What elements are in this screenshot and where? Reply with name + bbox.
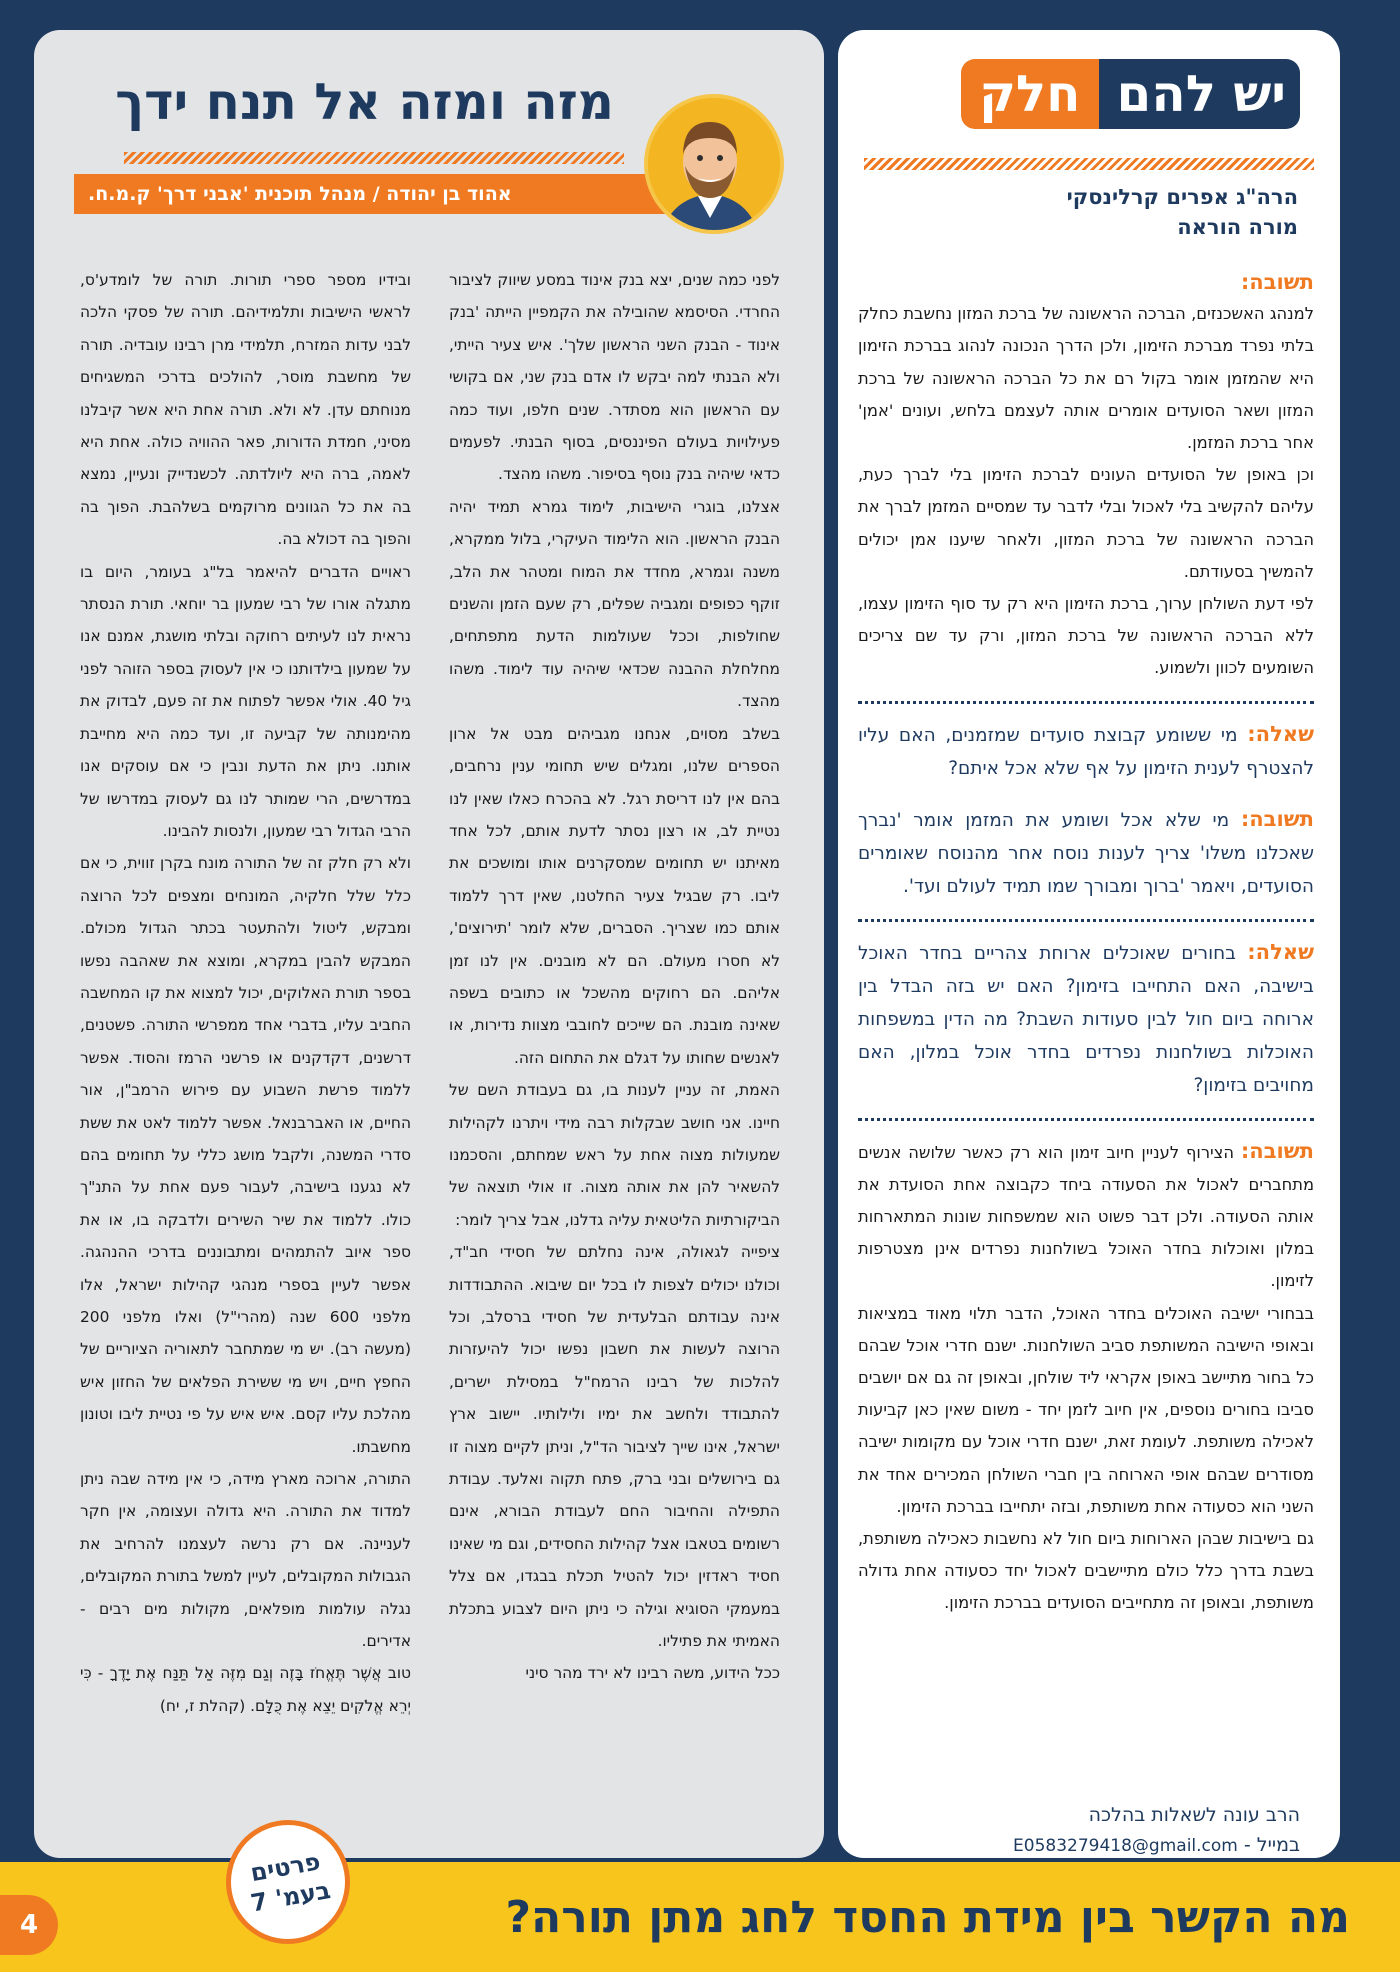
dotted-separator [858,919,1314,922]
article-paragraph: ולא רק חלק זה של התורה מונח בקרן זווית, כי אם כלל שלל חלקיה, המונחים ומצפים לכל הרוצה ומבקש, ליטול ולהתעטר בכתר הגדול מכולם. המבקש להבין במקרא, ומוצא את שאהבה נפשו בספר תורת האלוקים, יכול למצוא את קו המחשבה החביב עליו, בדברי אחד ממפרשי התורה. פשטנים, דרשנים, דקדקנים או פרשני הרמז והסוד. אפשר ללמוד פרשת השבוע עם פירוש הרמב"ן, אור החיים, או האברבנאל. אפשר ללמוד לאט את ששת סדרי המשנה, ולקבל מושג כללי על תחומים בהם לא נגענו בישיבה, לעבור פעם אחת על התנ"ך כולו. ללמוד את שיר השירים ולדבקה בו, או את ספר איוב להתמהים ומתבוננים בדרכי ההנהגה. אפשר לעיין בספרי מנהגי קהילות ישראל, אלו מלפני 600 שנה (מהרי"ל) ואלו מלפני 200 (מעשה רב). יש מי שמתחבר לתאוריה הציוריים של החפץ חיים, ויש מי ששירת הפלאים של החזון איש מהלכת עליו קסם. איש איש על פי נטיית ליבו וטונון מחשבתו. [80,854,411,1456]
answer-paragraph: בבחורי ישיבה האוכלים בחדר האוכל, הדבר תלוי מאוד במציאות ובאופי הישיבה המשותפת סביב השולחנות. ישנם חדרי אוכל שבהם כל בחור מתיישב באופן אקראי ליד שולחן, ובאופן זה גם אם יושבים סביבו בחורים נוספים, אין חיוב לזמן יחד - משום שאין כאן קביעות לאכילה משותפת. לעומת זאת, ישנם חדרי אוכל עם מקומות ישיבה מסודרים שבהם אופי הארוחה בין חברי השולחן המכירים אחד את השני הוא כסעודה אחת משותפת, ובזה יתחייבו בברכת הזימון. [858,1303,1314,1516]
article-paragraph: ובידיו מספר ספרי תורות. תורה של לומדע'ס, לראשי הישיבות ותלמידיהם. תורה של פסקי הלכה לבני עדות המזרח, תלמידי מרן רבינו עובדיה. תורה של מחשבת מוסר, להולכים בדרכי המשגיחים מנוחתם עדן. לא ולא. תורה אחת היא אשר קיבלנו מסיני, חמדת הדורות, פאר ההוויה כולה. אחת היא לאמה, ברה היא ליולדתה. לכשנדייק ונעיין, נמצא בה את כל הגוונים מרוקמים בשלהבת. הפוך בה והפוך בה דכולא בה. [80,271,411,549]
question-3 [858,936,1314,1102]
author-name: הרה"ג אפרים קרלינסקי [1066,185,1298,209]
bottom-banner [0,1862,1400,1972]
article-paragraph: האמת, זה עניין לענות בו, גם בעבודת השם של חיינו. אני חושב שבקלות רבה מידי ויתרנו לקהילות שמעולות מצוה אחת על ראש שמחתם, והסכמנו להשאיר להן את אותה מצוה. זו אולי תוצאה של הביקורתיות הליטאית עליה גדלנו, אבל צריך לומר: [449,1081,780,1229]
article-title: מזה ומזה אל תנח ידך [115,73,614,131]
qa-author [868,182,1298,242]
question-label: שאלה: [1247,939,1314,964]
logo-part-dark: יש להם [1099,59,1300,129]
answer-3 [858,1135,1314,1298]
article-quote-kohelet: טוב אֲשֶׁר תֶּאֱחֹז בָּזֶה וְגַם מִזֶּה אַל תַּנַּח אֶת יָדֶךָ - כִּי יְרֵא אֱלֹקִים יֵצֵא אֶת כֻּלָּם. (קהלת ז, יח) [80,1664,411,1715]
badge-line-1: פרטים [248,1847,323,1888]
article-column-2 [80,264,411,1844]
logo-stripes-decoration [864,158,1314,170]
byline-text: אהוד בן יהודה / מנהל תוכנית 'אבני דרך' ק.מ.ח. [88,183,512,205]
answer-2 [858,803,1314,903]
title-stripes-decoration [124,152,624,164]
article-paragraph: ראויים הדברים להיאמר בל"ג בעומר, היום בו מתגלה אורו של רבי שמעון בר יוחאי. תורת הנסתר נראית לנו לעיתים רחוקה ובלתי מושגת, אמנם אנו על שמעון בילדותנו כי אין לעסוק בספר הזוהר לפני גיל 40. אולי אפשר לפתוח את זה פעם, לבדוק את מהימנותה של קביעה זו, ועד כמה היא מחייבת אותנו. ניתן את הדעת ונבין כי אם עוסקים אנו במדרשים, הרי שמותר לנו גם לעסוק במדרשו של הרבי הגדול רבי שמעון, ולנסות להבינו. [80,562,411,840]
article-paragraph: לפני כמה שנים, יצא בנק אינוד במסע שיווק לציבור החרדי. הסיסמא שהובילה את הקמפיין הייתה 'בנק אינוד - הבנק השני הראשון שלך'. איש צעיר הייתי, ולא הבנתי למה יבקש לו אדם בנק שני, אם בקושי עם הראשון הוא מסתדר. שנים חלפו, ועוד כמה פעילויות בעולם הפיננסים, בסוף הבנתי. לפעמים כדאי שיהיה בנק נוסף בסיפור. משהו מהצד. [449,271,780,484]
article-panel [34,30,824,1858]
banner-question: מה הקשר בין מידת החסד לחג מתן תורה? [505,1892,1350,1943]
page-number: 4 [0,1895,58,1955]
question-label: שאלה: [1247,721,1314,746]
author-avatar [644,94,784,234]
article-columns [80,264,780,1844]
author-title: מורה הוראה [1177,215,1298,239]
badge-line-2: בעמ' 7 [248,1876,333,1918]
logo-part-orange: חלק [961,59,1098,129]
contact-email-link[interactable]: E0583279418@gmail.com [1013,1836,1238,1856]
qa-panel [838,30,1340,1858]
answer-paragraph: למנהג האשכנזים, הברכה הראשונה של ברכת המזון נחשבת כחלק בלתי נפרד מברכת הזימון, ולכן הדרך הנכונה לנהוג בברכת הזימון היא שהמזמן אומר בקול רם את כל הברכה הראשונה של ברכת המזון ושאר הסועדים אומרים אותה לעצמם בלחש, ועונים 'אמן' אחר ברכת המזמן. [858,304,1314,453]
qa-contact-footer [860,1800,1300,1861]
article-paragraph: בשלב מסוים, אנחנו מגביהים מבט אל ארון הספרים שלנו, ומגלים שיש תחומי ענין נרחבים, בהם אין לנו דריסת רגל. לא בהכרח כאלו שאין לנו נטיית לב, או רצון נסתר לדעת אותם, לכל אחד מאיתנו יש תחומים שמסקרנים אותו ומושכים את ליבו. רק שבגיל צעיר החלטנו, שאין דרך ללמוד אותם כמו שצריך. הסברים, שלא לומר 'תירוצים', לא חסרו מעולם. הם לא מובנים. אין לנו זמן אליהם. הם רחוקים מהשכל או כתובים בשפה שאינה מובנת. הם שייכים לחובבי מצוות נדירות, או לאנשים שחותו על דגלם את התחום הזה. [449,724,780,1067]
answer-label: תשובה: [1240,806,1314,831]
answer-text: הצירוף לעניין חיוב זימון הוא רק כאשר שלושה אנשים מתחברים לאכול את הסעודה ביחד כקבוצה אחת הסועדת את אותה הסעודה. ולכן דבר פשוט הוא שמשפחות שונות המתארחות במלון ואוכלות בחדר האוכל בשולחנות נפרדים אינן מצטרפות לזימון. [858,1142,1314,1291]
answer-paragraph: גם בישיבות שבהן הארוחות ביום חול לא נחשבות כאכילה משותפת, בשבת בדרך כלל כולם מתיישבים לאכול יחד כסעודה אחת גדולה משותפת, ובאופן זה מתחייבים הסועדים בברכת הזימון. [858,1529,1314,1613]
answer-label: תשובה: [1240,270,1314,294]
question-text: מי ששומע קבוצת סועדים שמזמנים, האם עליו להצטרף לענית הזימון על אף שלא אכל איתם? [858,724,1314,779]
author-byline [74,174,674,214]
article-paragraph: ציפייה לגאולה, אינה נחלתם של חסידי חב"ד, וכולנו יכולים לצפות לו בכל יום שיבוא. ההתבודדות אינה עבודתם הבלעדית של חסידי ברסלב, וכל הרוצה לעשות את חשבון נפשו יכול להיעזרות להלכות של רבינו הרמח"ל במסילת ישרים, להתבודד ולחשב את ימיו ולילותיו. יישוב ארץ ישראל, אינו שייך לציבור הד"ל, וניתן לקיים מצוה זו גם בירושלים ובני ברק, פתח תקוה ואלעד. עבודת התפילה והחיבור החם לעבודת הבורא, אינם רשומים בטאבו אצל קהילות החסידים, וגם מי שאינו חסיד ראדזין יכול להטיל תכלת בבגדו, אם צלל במעמקי הסוגיא וגילה כי ניתן היום לצבוע בתכלת האמיתי את פתיליו. [449,1243,780,1651]
answer-text: מי שלא אכל ושומע את המזמן אומר 'נברך שאכלנו משלו' צריך לענות נוסח אחר מהנוסח שאומרים הסועדים, ויאמר 'ברוך ומבורך שמו תמיד לעולם ועד'. [858,809,1314,897]
answer-paragraph: וכן באופן של הסועדים העונים לברכת הזימון בלי לברך כעת, עליהם להקשיב בלי לאכול ובלי לדבר עד שמסיים המזמן לברך את הברכה הראשונה של ברכת המזון, ולאחר שיענו אמן יכולים להמשיך בסעודתם. [858,465,1314,581]
qa-body [858,266,1314,1620]
dotted-separator [858,701,1314,704]
article-column-1 [449,264,780,1844]
article-paragraph: אצלנו, בוגרי הישיבות, לימוד גמרא תמיד יהיה הבנק הראשון. הוא הלימוד העיקרי, בלול ממקרא, משנה וגמרא, מחדד את המוח ומטהר את הלב, זוקף כפופים ומגביה שפלים, רק שעם הזמן והשנים שחולפות, וככל שעולמות הדעת מתפתחים, מחלחלת ההבנה שכדאי שיהיה עוד לימוד. משהו מהצד. [449,497,780,711]
author-portrait-illustration [644,98,780,234]
answer-paragraph: לפי דעת השולחן ערוך, ברכת הזימון היא רק עד סוף הזימון עצמו, ללא הברכה הראשונה של ברכת המזון, ורק עד שם צריכים השומעים לכוון ולשמוע. [858,594,1314,678]
email-prefix: במייל - [1243,1834,1300,1856]
article-paragraph: התורה, ארוכה מארץ מידה, כי אין מידה שבה ניתן למדוד את התורה. היא גדולה ועצומה, אין חקר לעניינה. אם רק נרשה לעצמנו להרחיב את הגבולות המקובלים, לעיין למשל בתורת המקובלים, נגלה עולמות מופלאים, מקולות מים רבים - אדירים. [80,1470,411,1651]
dotted-separator [858,1118,1314,1121]
section-logo [960,54,1300,134]
question-2 [858,718,1314,785]
question-text: בחורים שאוכלים ארוחת צהריים בחדר האוכל בישיבה, האם התחייבו בזימון? האם יש בזה הבדל בין ארוחה ביום חול לבין סעודות השבת? מה הדין במשפחות האוכלות בשולחנות נפרדים בחדר אוכל במלון, האם מחויבים בזימון? [858,942,1314,1096]
contact-heading: הרב עונה לשאלות בהלכה [1088,1804,1300,1826]
spacer [858,785,1314,803]
article-paragraph: ככל הידוע, משה רבינו לא ירד מהר סיני [525,1664,780,1683]
answer-label: תשובה: [1240,1138,1314,1163]
contact-email-line [860,1830,1300,1861]
